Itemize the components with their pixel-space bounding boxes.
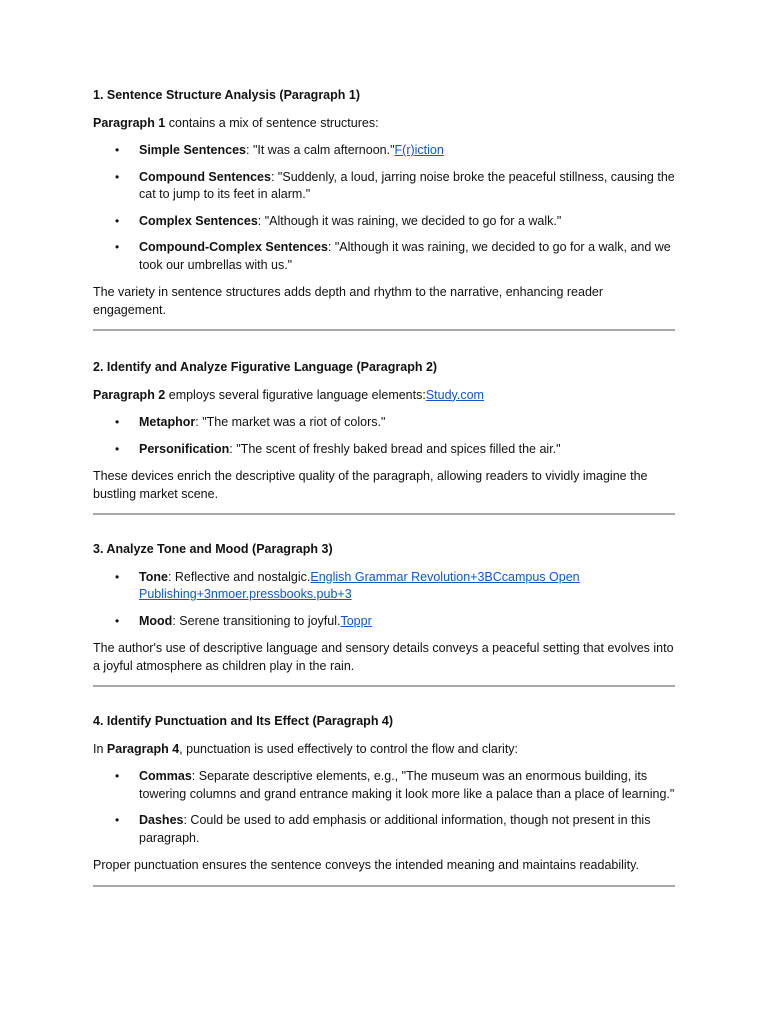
intro-paragraph [93, 741, 675, 759]
item-text: : "Although it was raining, we decided to go for a walk, and we took our umbrellas with us." [139, 240, 671, 272]
closing-paragraph: The variety in sentence structures adds depth and rhythm to the narrative, enhancing reader engagement. [93, 285, 604, 317]
bullet-list [93, 768, 675, 847]
item-text: : "The market was a riot of colors." [195, 415, 386, 429]
citation-link[interactable]: Study.com [425, 387, 484, 402]
section-divider [93, 885, 675, 887]
section-divider [93, 329, 675, 331]
list-item [93, 768, 675, 803]
list-item [93, 213, 675, 231]
bullet-icon: • [115, 813, 120, 827]
section-sentence-structure [93, 87, 675, 331]
section-heading: 1. Sentence Structure Analysis (Paragraph 1) [93, 88, 360, 102]
item-label: Compound Sentences [139, 169, 271, 184]
bullet-list [93, 569, 675, 631]
item-text: : Separate descriptive elements, e.g., "The museum was an enormous building, its towering columns and grand entrance making it look more like a palace than a place of learning." [139, 769, 675, 801]
item-label: Tone [139, 569, 168, 584]
bullet-icon: • [115, 169, 120, 184]
item-label: Simple Sentences [139, 143, 246, 157]
item-label: Complex Sentences [139, 213, 258, 228]
citation-link[interactable]: English Grammar Revolution+3BCcampus Open Publishing+3nmoer.pressbooks.pub+3 [139, 569, 580, 601]
bullet-icon: • [115, 213, 120, 228]
item-label: Personification [139, 441, 230, 456]
item-text: : Reflective and nostalgic. [167, 569, 311, 584]
item-label: Commas [139, 769, 192, 783]
intro-prefix: In [93, 741, 107, 756]
item-label: Metaphor [139, 415, 196, 429]
item-text: : Serene transitioning to joyful. [172, 613, 341, 628]
bullet-icon: • [115, 441, 120, 456]
item-text: : "Although it was raining, we decided to go for a walk." [257, 213, 562, 228]
item-text: : Could be used to add emphasis or additional information, though not present in this paragraph. [139, 813, 651, 845]
closing-paragraph: Proper punctuation ensures the sentence conveys the intended meaning and maintains readability. [93, 858, 639, 872]
intro-paragraph [93, 387, 675, 405]
list-item [93, 441, 675, 459]
list-item [93, 812, 675, 847]
section-divider [93, 685, 675, 687]
bullet-icon: • [115, 769, 120, 783]
section-heading: 4. Identify Punctuation and Its Effect (Paragraph 4) [93, 714, 394, 728]
list-item [93, 569, 675, 604]
citation-link[interactable]: Toppr [340, 613, 372, 628]
bullet-list [93, 142, 675, 274]
bullet-icon: • [115, 143, 120, 157]
bullet-icon: • [115, 415, 120, 429]
intro-text: , punctuation is used effectively to control the flow and clarity: [179, 741, 519, 756]
bullet-icon: • [115, 613, 120, 628]
list-item [93, 239, 675, 274]
item-label: Dashes [139, 813, 184, 827]
intro-text: contains a mix of sentence structures: [165, 115, 379, 130]
item-text: : "It was a calm afternoon." [246, 143, 395, 157]
intro-paragraph [93, 115, 675, 133]
bullet-icon: • [115, 240, 120, 254]
list-item [93, 169, 675, 204]
section-heading: 2. Identify and Analyze Figurative Language (Paragraph 2) [93, 360, 438, 374]
item-label: Mood [139, 613, 173, 628]
intro-bold: Paragraph 1 [93, 115, 166, 130]
bullet-list [93, 414, 675, 458]
closing-paragraph: These devices enrich the descriptive quality of the paragraph, allowing readers to vividly imagine the bustling market scene. [93, 469, 648, 501]
item-text: : "The scent of freshly baked bread and spices filled the air." [229, 441, 561, 456]
section-punctuation [93, 713, 675, 887]
intro-bold: Paragraph 2 [93, 387, 166, 402]
closing-paragraph: The author's use of descriptive language and sensory details conveys a peaceful setting that evolves into a joyful atmosphere as children play in the rain. [93, 641, 674, 673]
list-item [93, 414, 675, 432]
intro-text: employs several figurative language elements: [165, 387, 426, 402]
section-tone-mood [93, 541, 675, 687]
list-item [93, 142, 675, 160]
section-heading: 3. Analyze Tone and Mood (Paragraph 3) [93, 542, 333, 556]
list-item [93, 613, 675, 631]
item-label: Compound-Complex Sentences [139, 240, 328, 254]
bullet-icon: • [115, 569, 120, 584]
item-text: : "Suddenly, a loud, jarring noise broke the peaceful stillness, causing the cat to jump to its feet in alarm." [139, 169, 675, 201]
section-figurative-language [93, 359, 675, 515]
intro-bold: Paragraph 4 [106, 741, 180, 756]
citation-link[interactable]: F(r)iction [394, 143, 444, 157]
section-divider [93, 513, 675, 515]
